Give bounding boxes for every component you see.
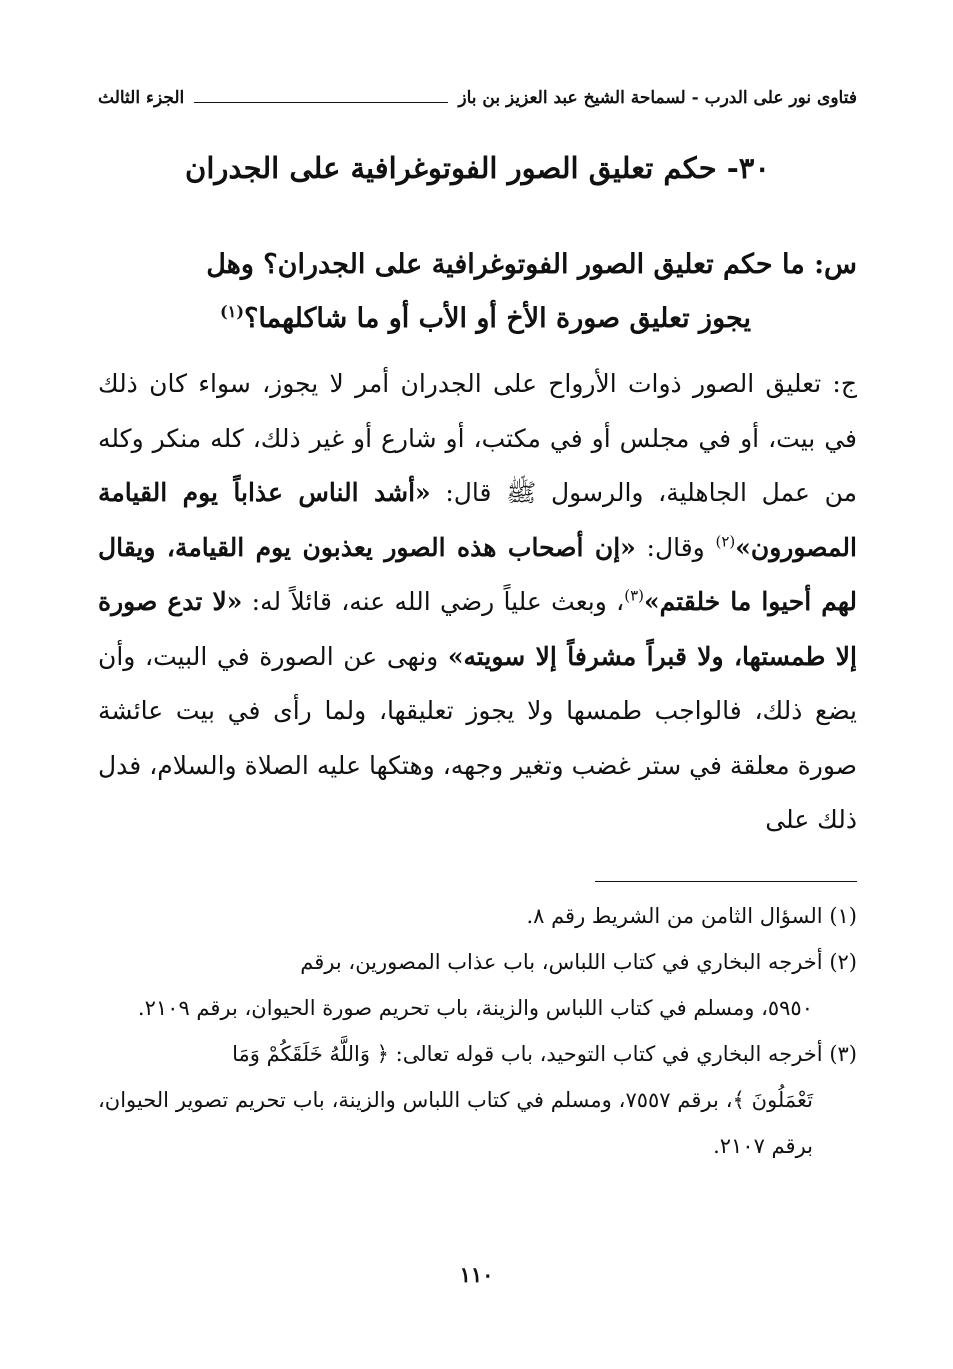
hadith-quote-2: «إن أصحاب هذه الصور يعذبون يوم القيامة، ويقال لهم أحيوا ما خلقتم» xyxy=(98,532,857,616)
book-title: فتاوى نور على الدرب - لسماحة الشيخ عبد العزيز بن باز xyxy=(458,88,857,108)
page-number: ١١٠ xyxy=(459,1262,494,1287)
footnote-text: أخرجه البخاري في كتاب التوحيد، باب قوله تعالى: ﴿ وَاللَّهُ خَلَقَكُمْ وَمَا xyxy=(232,1042,823,1066)
footnote-text: السؤال الثامن من الشريط رقم ٨. xyxy=(526,904,823,928)
footnotes xyxy=(98,893,857,1169)
fatwa-title: ٣٠- حكم تعليق الصور الفوتوغرافية على الجدران xyxy=(185,151,770,185)
answer xyxy=(98,357,857,848)
answer-text-1: ج: تعليق الصور ذوات الأرواح على الجدران أمر لا يجوز، سواء كان ذلك في بيت، أو في مجلس أو في مكتب، أو شارع أو غير ذلك، كله منكر وكله من عمل الجاهلية، والرسول ﷺ قال: xyxy=(98,369,857,507)
running-header xyxy=(98,88,857,108)
footnote-ref-2: (٢) xyxy=(715,532,736,551)
footnote-marker: (١) xyxy=(829,904,857,928)
footnote-3 xyxy=(98,1031,857,1169)
question-line-2-wrap xyxy=(98,292,857,346)
question-line-1: س: ما حكم تعليق الصور الفوتوغرافية على الجدران؟ وهل xyxy=(206,249,857,280)
footnote-continuation: ٥٩٥٠، ومسلم في كتاب اللباس والزينة، باب تحريم صورة الحيوان، برقم ٢١٠٩. xyxy=(137,996,813,1020)
answer-text-4: ونهى عن الصورة في البيت، وأن يضع ذلك، فالواجب طمسها ولا يجوز تعليقها، ولما رأى في بيت عائشة صورة معلقة في ستر غضب وتغير وجهه، وهتكها عليه الصلاة والسلام، فدل ذلك على xyxy=(98,641,857,834)
footnote-continuation: تَعْمَلُونَ ﴾، برقم ٧٥٥٧، ومسلم في كتاب اللباس والزينة، باب تحريم تصوير الحيوان، برقم ٢١٠٧. xyxy=(98,1088,813,1158)
volume-label: الجزء الثالث xyxy=(98,88,185,108)
hadith-quote-1: «أشد الناس عذاباً يوم القيامة المصورون» xyxy=(98,478,857,562)
footnote-1 xyxy=(98,893,857,939)
question xyxy=(98,238,857,346)
footnote-marker: (٢) xyxy=(829,950,857,974)
footnote-2 xyxy=(98,939,857,1031)
answer-text-2: وقال: xyxy=(635,532,716,562)
footnote-ref-1: (١) xyxy=(219,302,244,321)
question-line-2: يجوز تعليق صورة الأخ أو الأب أو ما شاكلهما؟ xyxy=(243,303,751,334)
answer-text-3: ، وبعث علياً رضي الله عنه، قائلاً له: xyxy=(242,587,625,616)
hadith-quote-3: «لا تدع صورة إلا طمستها، ولا قبراً مشرفاً إلا سويته» xyxy=(98,587,857,671)
footnote-marker: (٣) xyxy=(829,1042,857,1066)
footnote-ref-3: (٣) xyxy=(624,586,644,605)
footnote-text: أخرجه البخاري في كتاب اللباس، باب عذاب المصورين، برقم xyxy=(300,950,823,974)
header-rule xyxy=(194,102,448,103)
footnote-separator xyxy=(595,881,857,882)
